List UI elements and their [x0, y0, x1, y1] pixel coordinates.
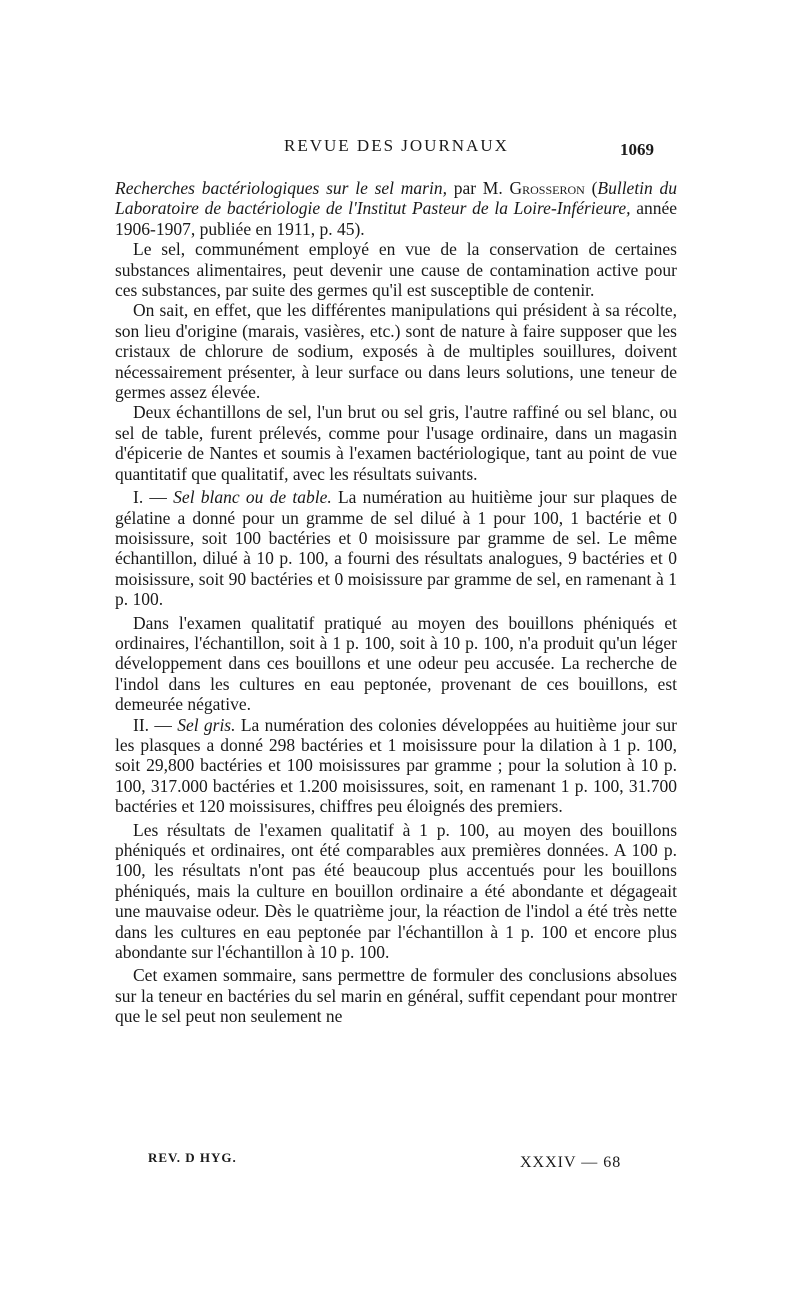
author-prefix: par M. — [453, 178, 503, 198]
section-1-paragraph — [115, 487, 677, 609]
page-number: 1069 — [620, 140, 654, 159]
article-heading — [115, 178, 677, 239]
section-1-label: I. — — [133, 487, 167, 508]
source-journal: Bulletin du Laboratoire de bactériologie de l'Institut Pasteur de la Loire-Inférieure, — [115, 178, 678, 219]
page-footer — [0, 1150, 800, 1180]
journal-abbreviation: REV. D HYG. — [148, 1150, 237, 1165]
section-2-paragraph — [115, 715, 677, 817]
source-open: ( — [591, 178, 598, 198]
section-2-label: II. — — [133, 714, 172, 735]
source-details: année 1906-1907, publiée en 1911, p. 45). — [115, 198, 677, 239]
running-title: REVUE DES JOURNAUX — [284, 136, 509, 155]
conclusion-paragraph: Cet examen sommaire, sans permettre de formuler des conclusions absolues sur la teneur en bactéries du sel marin en général, suffit cependant pour montrer que le sel peut non seulement ne — [115, 965, 677, 1027]
signature-mark: XXXIV — 68 — [520, 1154, 622, 1171]
section-1-text: La numération au huitième jour sur plaques de gélatine a donné pour un gramme de sel dilué à 1 pour 100, 1 bactérie et 0 moisissure, soit 100 bactéries et 0 moisissure par gramme de sel. Le même échantillon, dilué à 10 p. 100, a fourni des résultats analogues, 9 bactéries et 0 moisissure, soit 90 bactéries et 0 moisissure par gramme de sel, en ramenant à 1 p. 100. — [115, 487, 678, 610]
section-1-title: Sel blanc ou de table. — [173, 487, 332, 508]
author-name: Grosseron — [509, 178, 585, 198]
paragraph-intro: Le sel, communément employé en vue de la conservation de certaines substances alimentaires, peut devenir une cause de contamination active pour ces substances, par suite des germes qu'il est susceptible de contenir. — [115, 239, 677, 301]
section-2-text: La numération des colonies développées au huitième jour sur les plasques a donné 298 bactéries et 1 moisissure pour la dilation à 1 p. 100, soit 29,800 bactéries et 100 moisissures par gramme ; pour la solution à 10 p. 100, 317.000 bactéries et 1.200 moisissures, soit, en ramenant 1 p. 100, 31.700 bactéries et 120 moissisures, chiffres peu éloignés des premiers. — [115, 714, 678, 817]
running-header — [0, 136, 800, 160]
article-title: Recherches bactériologiques sur le sel marin, — [115, 178, 447, 198]
paragraph-samples: Deux échantillons de sel, l'un brut ou sel gris, l'autre raffiné ou sel blanc, ou sel de table, furent prélevés, comme pour l'usage ordinaire, dans un magasin d'épicerie de Nantes et soumis à l'examen bactériologique, tant au point de vue quantitatif que qualitatif, avec les résultats suivants. — [115, 402, 677, 484]
section-1-qualitative: Dans l'examen qualitatif pratiqué au moyen des bouillons phéniqués et ordinaires, l'échantillon, soit à 1 p. 100, soit à 10 p. 100, n'a produit qu'un léger développement dans ces bouillons et une odeur peu accusée. La recherche de l'indol dans les cultures en eau peptonée, provenant de ces bouillons, est demeurée négative. — [115, 612, 677, 715]
section-2-qualitative: Les résultats de l'examen qualitatif à 1 p. 100, au moyen des bouillons phéniqués et ordinaires, ont été comparables aux premières données. A 100 p. 100, les résultats n'ont pas été beaucoup plus accentués pour les bouillons phéniqués, mais la culture en bouillon ordinaire a été abondante et dégageait une mauvaise odeur. Dès le quatrième jour, la réaction de l'indol a été très nette dans les cultures en eau peptonée par l'échantillon à 1 p. 100 et encore plus abondante sur l'échantillon à 10 p. 100. — [115, 819, 677, 963]
section-2-title: Sel gris. — [177, 714, 236, 735]
paragraph-origin: On sait, en effet, que les différentes manipulations qui président à sa récolte, son lieu d'origine (marais, vasières, etc.) sont de nature à faire supposer que les cristaux de chlorure de sodium, exposés à de multiples souillures, doivent nécessairement présenter, à leur surface ou dans leurs solutions, une teneur de germes assez élevée. — [115, 300, 677, 403]
article-body — [115, 178, 677, 1027]
